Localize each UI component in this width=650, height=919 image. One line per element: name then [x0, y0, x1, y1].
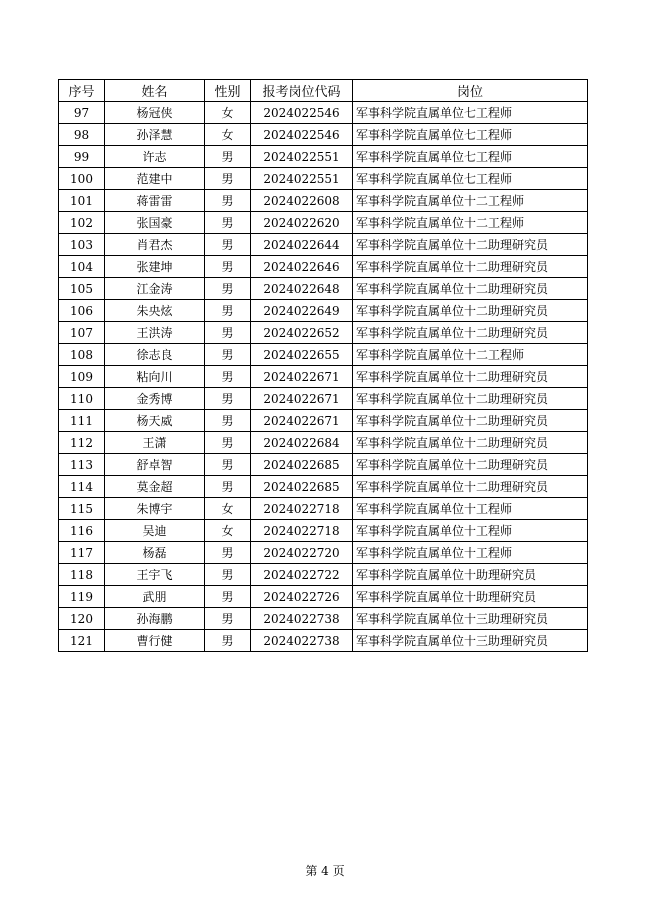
cell-gender: 男 — [205, 322, 251, 344]
cell-gender: 男 — [205, 410, 251, 432]
cell-position-code: 2024022722 — [251, 564, 353, 586]
cell-position-code: 2024022718 — [251, 520, 353, 542]
cell-gender: 男 — [205, 630, 251, 652]
roster-table — [58, 79, 588, 652]
cell-name: 粘向川 — [105, 366, 205, 388]
cell-name: 许志 — [105, 146, 205, 168]
cell-position-code: 2024022685 — [251, 476, 353, 498]
table-row — [59, 454, 588, 476]
cell-position-code: 2024022685 — [251, 454, 353, 476]
cell-seq: 107 — [59, 322, 105, 344]
cell-seq: 115 — [59, 498, 105, 520]
cell-seq: 112 — [59, 432, 105, 454]
cell-name: 朱博宇 — [105, 498, 205, 520]
table-row — [59, 190, 588, 212]
table-row — [59, 102, 588, 124]
cell-position-code: 2024022648 — [251, 278, 353, 300]
table-row — [59, 586, 588, 608]
cell-position: 军事科学院直属单位十三助理研究员 — [353, 608, 588, 630]
cell-position: 军事科学院直属单位十工程师 — [353, 498, 588, 520]
table-header-row — [59, 80, 588, 102]
cell-position-code: 2024022652 — [251, 322, 353, 344]
header-name: 姓名 — [105, 80, 205, 102]
cell-position: 军事科学院直属单位十二助理研究员 — [353, 454, 588, 476]
cell-position-code: 2024022655 — [251, 344, 353, 366]
cell-name: 吴迪 — [105, 520, 205, 542]
cell-gender: 男 — [205, 278, 251, 300]
cell-gender: 男 — [205, 212, 251, 234]
cell-position-code: 2024022551 — [251, 146, 353, 168]
cell-gender: 男 — [205, 234, 251, 256]
cell-position: 军事科学院直属单位十二助理研究员 — [353, 476, 588, 498]
cell-gender: 男 — [205, 542, 251, 564]
cell-position-code: 2024022720 — [251, 542, 353, 564]
cell-position: 军事科学院直属单位十二助理研究员 — [353, 410, 588, 432]
cell-seq: 100 — [59, 168, 105, 190]
cell-name: 杨磊 — [105, 542, 205, 564]
cell-name: 范建中 — [105, 168, 205, 190]
header-position-code: 报考岗位代码 — [251, 80, 353, 102]
cell-gender: 男 — [205, 146, 251, 168]
cell-name: 王宇飞 — [105, 564, 205, 586]
cell-position: 军事科学院直属单位十助理研究员 — [353, 586, 588, 608]
cell-position: 军事科学院直属单位十二助理研究员 — [353, 278, 588, 300]
cell-gender: 男 — [205, 366, 251, 388]
cell-name: 王洪涛 — [105, 322, 205, 344]
table-row — [59, 608, 588, 630]
cell-gender: 女 — [205, 498, 251, 520]
cell-name: 江金涛 — [105, 278, 205, 300]
cell-position-code: 2024022551 — [251, 168, 353, 190]
table-row — [59, 498, 588, 520]
cell-position-code: 2024022671 — [251, 366, 353, 388]
cell-name: 舒卓智 — [105, 454, 205, 476]
cell-name: 肖君杰 — [105, 234, 205, 256]
table-row — [59, 256, 588, 278]
cell-gender: 女 — [205, 124, 251, 146]
cell-position: 军事科学院直属单位十二工程师 — [353, 344, 588, 366]
table-row — [59, 278, 588, 300]
cell-position: 军事科学院直属单位七工程师 — [353, 146, 588, 168]
cell-seq: 114 — [59, 476, 105, 498]
cell-name: 孙泽慧 — [105, 124, 205, 146]
cell-seq: 119 — [59, 586, 105, 608]
cell-seq: 113 — [59, 454, 105, 476]
cell-position-code: 2024022644 — [251, 234, 353, 256]
cell-name: 张建坤 — [105, 256, 205, 278]
cell-position: 军事科学院直属单位七工程师 — [353, 124, 588, 146]
cell-position-code: 2024022546 — [251, 102, 353, 124]
cell-position-code: 2024022546 — [251, 124, 353, 146]
table-row — [59, 300, 588, 322]
cell-name: 朱央炫 — [105, 300, 205, 322]
cell-position: 军事科学院直属单位十二助理研究员 — [353, 432, 588, 454]
cell-seq: 105 — [59, 278, 105, 300]
cell-name: 杨冠侠 — [105, 102, 205, 124]
cell-position: 军事科学院直属单位十工程师 — [353, 542, 588, 564]
cell-position: 军事科学院直属单位十二助理研究员 — [353, 256, 588, 278]
cell-seq: 101 — [59, 190, 105, 212]
cell-gender: 男 — [205, 608, 251, 630]
cell-gender: 男 — [205, 300, 251, 322]
cell-seq: 98 — [59, 124, 105, 146]
cell-gender: 女 — [205, 102, 251, 124]
table-row — [59, 388, 588, 410]
cell-gender: 男 — [205, 564, 251, 586]
cell-position: 军事科学院直属单位十二助理研究员 — [353, 322, 588, 344]
cell-seq: 106 — [59, 300, 105, 322]
table-row — [59, 410, 588, 432]
cell-gender: 女 — [205, 520, 251, 542]
cell-name: 杨天威 — [105, 410, 205, 432]
header-gender: 性别 — [205, 80, 251, 102]
cell-position-code: 2024022620 — [251, 212, 353, 234]
cell-seq: 99 — [59, 146, 105, 168]
cell-position-code: 2024022649 — [251, 300, 353, 322]
cell-position: 军事科学院直属单位七工程师 — [353, 168, 588, 190]
cell-position: 军事科学院直属单位十二工程师 — [353, 212, 588, 234]
cell-seq: 117 — [59, 542, 105, 564]
cell-position-code: 2024022684 — [251, 432, 353, 454]
cell-name: 孙海鹏 — [105, 608, 205, 630]
cell-position: 军事科学院直属单位十二助理研究员 — [353, 388, 588, 410]
cell-name: 徐志良 — [105, 344, 205, 366]
table-row — [59, 344, 588, 366]
cell-seq: 111 — [59, 410, 105, 432]
cell-name: 曹行健 — [105, 630, 205, 652]
cell-gender: 男 — [205, 586, 251, 608]
table-row — [59, 124, 588, 146]
cell-gender: 男 — [205, 476, 251, 498]
cell-gender: 男 — [205, 168, 251, 190]
table-row — [59, 542, 588, 564]
cell-name: 王潇 — [105, 432, 205, 454]
cell-name: 金秀博 — [105, 388, 205, 410]
cell-seq: 97 — [59, 102, 105, 124]
cell-name: 张国豪 — [105, 212, 205, 234]
cell-gender: 男 — [205, 256, 251, 278]
table-row — [59, 366, 588, 388]
cell-seq: 120 — [59, 608, 105, 630]
table-row — [59, 520, 588, 542]
table-row — [59, 564, 588, 586]
table-row — [59, 212, 588, 234]
cell-gender: 男 — [205, 388, 251, 410]
page-number: 第 4 页 — [305, 864, 345, 878]
cell-gender: 男 — [205, 432, 251, 454]
header-seq: 序号 — [59, 80, 105, 102]
cell-seq: 118 — [59, 564, 105, 586]
cell-seq: 102 — [59, 212, 105, 234]
cell-seq: 108 — [59, 344, 105, 366]
cell-position: 军事科学院直属单位十二助理研究员 — [353, 300, 588, 322]
cell-position-code: 2024022738 — [251, 608, 353, 630]
cell-seq: 103 — [59, 234, 105, 256]
table-row — [59, 476, 588, 498]
cell-gender: 男 — [205, 190, 251, 212]
cell-position-code: 2024022671 — [251, 410, 353, 432]
table-row — [59, 432, 588, 454]
table-row — [59, 168, 588, 190]
header-position: 岗位 — [353, 80, 588, 102]
cell-gender: 男 — [205, 454, 251, 476]
cell-seq: 104 — [59, 256, 105, 278]
table-body — [59, 102, 588, 652]
cell-position-code: 2024022608 — [251, 190, 353, 212]
cell-position-code: 2024022718 — [251, 498, 353, 520]
cell-position-code: 2024022646 — [251, 256, 353, 278]
cell-seq: 121 — [59, 630, 105, 652]
cell-gender: 男 — [205, 344, 251, 366]
table-row — [59, 234, 588, 256]
cell-position-code: 2024022738 — [251, 630, 353, 652]
cell-seq: 110 — [59, 388, 105, 410]
cell-position: 军事科学院直属单位十三助理研究员 — [353, 630, 588, 652]
cell-name: 莫金超 — [105, 476, 205, 498]
cell-position: 军事科学院直属单位十二工程师 — [353, 190, 588, 212]
table-row — [59, 146, 588, 168]
cell-position: 军事科学院直属单位七工程师 — [353, 102, 588, 124]
cell-position: 军事科学院直属单位十二助理研究员 — [353, 234, 588, 256]
table-row — [59, 630, 588, 652]
cell-seq: 109 — [59, 366, 105, 388]
cell-seq: 116 — [59, 520, 105, 542]
cell-position: 军事科学院直属单位十助理研究员 — [353, 564, 588, 586]
cell-position: 军事科学院直属单位十工程师 — [353, 520, 588, 542]
cell-name: 武朋 — [105, 586, 205, 608]
cell-position: 军事科学院直属单位十二助理研究员 — [353, 366, 588, 388]
cell-position-code: 2024022671 — [251, 388, 353, 410]
cell-name: 蒋雷雷 — [105, 190, 205, 212]
table-row — [59, 322, 588, 344]
cell-position-code: 2024022726 — [251, 586, 353, 608]
